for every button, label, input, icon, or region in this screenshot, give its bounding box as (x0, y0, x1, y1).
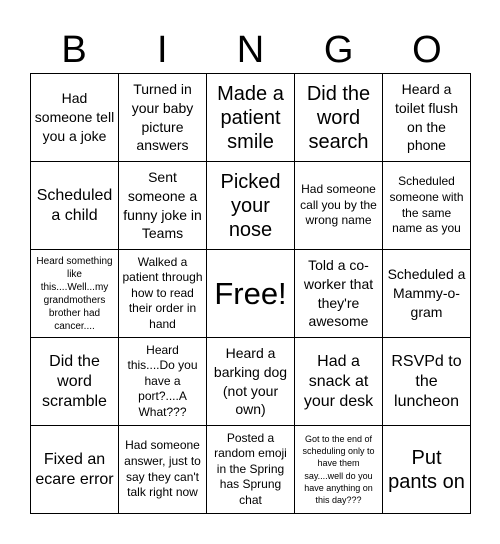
bingo-cell[interactable] (295, 250, 383, 338)
header-letter-b: B (61, 29, 87, 71)
cell-text: Had a snack at your desk (303, 352, 374, 410)
bingo-cell[interactable] (119, 426, 207, 514)
cell-text: Walked a patient through how to read their order in hand (122, 254, 203, 331)
bingo-cell[interactable] (295, 74, 383, 162)
header-letter-g: G (323, 29, 354, 71)
bingo-cell[interactable] (295, 162, 383, 250)
bingo-cell[interactable] (295, 426, 383, 514)
cell-text: Had someone call you by the wrong name (300, 182, 377, 228)
cell-text: Scheduled someone with the same name as you (389, 174, 464, 236)
bingo-cell[interactable] (119, 162, 207, 250)
cell-text: Fixed an ecare error (35, 450, 114, 488)
header-letter-n: N (236, 29, 265, 71)
bingo-board (30, 73, 471, 514)
cell-text: Posted a random emoji in the Spring has Sprung chat (214, 430, 287, 507)
cell-text: Heard this....Do you have a port?....A What??? (127, 342, 198, 419)
cell-text: Scheduled a Mammy-o-gram (387, 266, 466, 320)
cell-text: Did the word scramble (42, 352, 107, 410)
cell-text: Did the word search (306, 82, 371, 153)
cell-text: Had someone answer, just to say they can't talk right now (124, 438, 201, 500)
header-letter-o: O (412, 29, 442, 71)
cell-text: RSVPd to the luncheon (391, 352, 462, 410)
bingo-cell[interactable] (31, 426, 119, 514)
bingo-cell[interactable] (119, 250, 207, 338)
cell-text: Scheduled a child (36, 186, 113, 224)
cell-text: Made a patient smile (217, 82, 284, 153)
bingo-cell[interactable] (31, 162, 119, 250)
bingo-cell[interactable] (207, 338, 295, 426)
bingo-cell[interactable] (207, 426, 295, 514)
cell-text: Sent someone a funny joke in Teams (123, 168, 202, 242)
cell-text: Turned in your baby picture answers (131, 80, 194, 154)
bingo-header (30, 27, 471, 73)
cell-text: Heard a barking dog (not your own) (213, 344, 288, 418)
bingo-cell[interactable] (207, 162, 295, 250)
free-space-cell[interactable] (207, 250, 295, 338)
bingo-cell[interactable] (383, 162, 471, 250)
bingo-cell[interactable] (207, 74, 295, 162)
free-space-text: Free! (214, 275, 287, 311)
cell-text: Picked your nose (220, 170, 281, 241)
bingo-cell[interactable] (383, 250, 471, 338)
bingo-cell[interactable] (295, 338, 383, 426)
bingo-cell[interactable] (119, 338, 207, 426)
cell-text: Heard a toilet flush on the phone (394, 80, 459, 154)
bingo-cell[interactable] (119, 74, 207, 162)
bingo-cell[interactable] (383, 74, 471, 162)
cell-text: Told a co-worker that they're awesome (303, 256, 374, 330)
bingo-cell[interactable] (31, 74, 119, 162)
bingo-cell[interactable] (383, 426, 471, 514)
cell-text: Had someone tell you a joke (34, 90, 115, 144)
bingo-cell[interactable] (31, 250, 119, 338)
cell-text: Put pants on (388, 446, 465, 493)
cell-text: Got to the end of scheduling only to have them say....well do you have anything on this day??? (302, 434, 375, 505)
header-letter-i: I (157, 29, 168, 71)
cell-text: Heard something like this....Well...my grandmothers brother had cancer.... (36, 255, 113, 332)
bingo-cell[interactable] (31, 338, 119, 426)
bingo-cell[interactable] (383, 338, 471, 426)
